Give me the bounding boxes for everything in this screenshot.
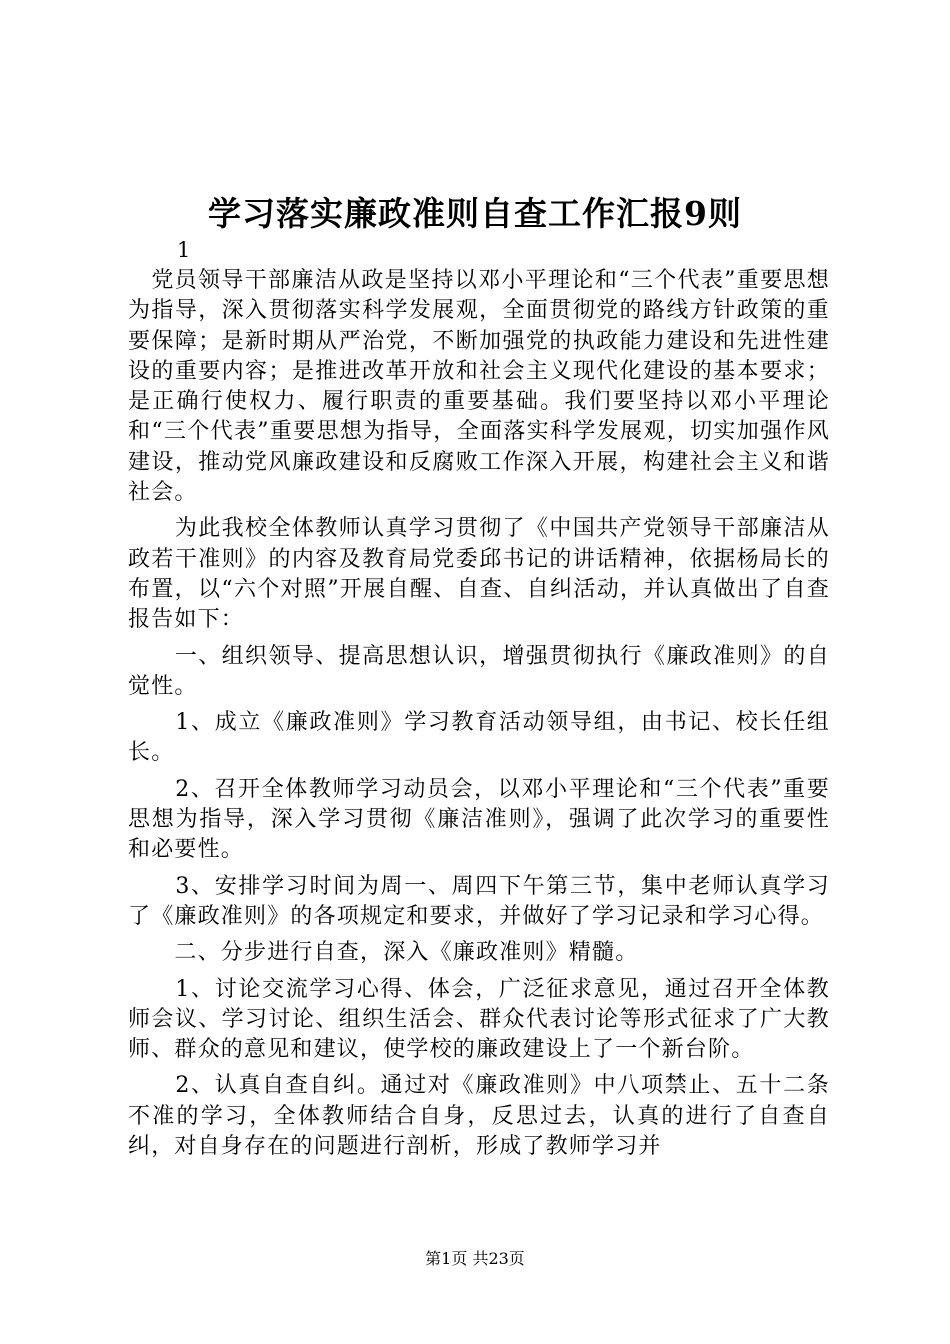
section-heading-1: 一、组织领导、提高思想认识，增强贯彻执行《廉政准则》的自觉性。: [128, 643, 830, 699]
body-paragraph-3: 1、成立《廉政准则》学习教育活动领导组，由书记、校长任组长。: [128, 710, 830, 766]
body-paragraph-4: 2、召开全体教师学习动员会，以邓小平理论和“三个代表”重要思想为指导，深入学习贯彻《廉洁准则》，强调了此次学习的重要性和必要性。: [128, 776, 830, 863]
body-paragraph-1: 党员领导干部廉洁从政是坚持以邓小平理论和“三个代表”重要思想为指导，深入贯彻落实科学发展观，全面贯彻党的路线方针政策的重要保障；是新时期从严治党，不断加强党的执政能力建设和先进性建设的重要内容；是推进改革开放和社会主义现代化建设的基本要求；是正确行使权力、履行职责的重要基础。我们要坚持以邓小平理论和“三个代表”重要思想为指导，全面落实科学发展观，切实加强作风建设，推动党风廉政建设和反腐败工作深入开展，构建社会主义和谐社会。: [128, 268, 830, 506]
section-number: 1: [177, 238, 191, 262]
body-paragraph-5: 3、安排学习时间为周一、周四下午第三节，集中老师认真学习了《廉政准则》的各项规定和要求，并做好了学习记录和学习心得。: [128, 873, 830, 929]
body-paragraph-7: 2、认真自查自纠。通过对《廉政准则》中八项禁止、五十二条不准的学习，全体教师结合自身，反思过去，认真的进行了自查自纠，对自身存在的问题进行剖析，形成了教师学习并: [128, 1073, 830, 1160]
body-paragraph-6: 1、讨论交流学习心得、体会，广泛征求意见，通过召开全体教师会议、学习讨论、组织生活会、群众代表讨论等形式征求了广大教师、群众的意见和建议，使学校的廉政建设上了一个新台阶。: [128, 976, 830, 1063]
page-footer: 第1页 共23页: [425, 1249, 525, 1268]
section-heading-2: 二、分步进行自查，深入《廉政准则》精髓。: [128, 940, 639, 966]
body-paragraph-2: 为此我校全体教师认真学习贯彻了《中国共产党领导干部廉洁从政若干准则》的内容及教育局党委邱书记的讲话精神，依据杨局长的布置，以“六个对照”开展自醒、自查、自纠活动，并认真做出了自查报告如下：: [128, 516, 830, 633]
document-body: [128, 266, 830, 1168]
document-title: 学习落实廉政准则自查工作汇报9则: [208, 194, 742, 233]
